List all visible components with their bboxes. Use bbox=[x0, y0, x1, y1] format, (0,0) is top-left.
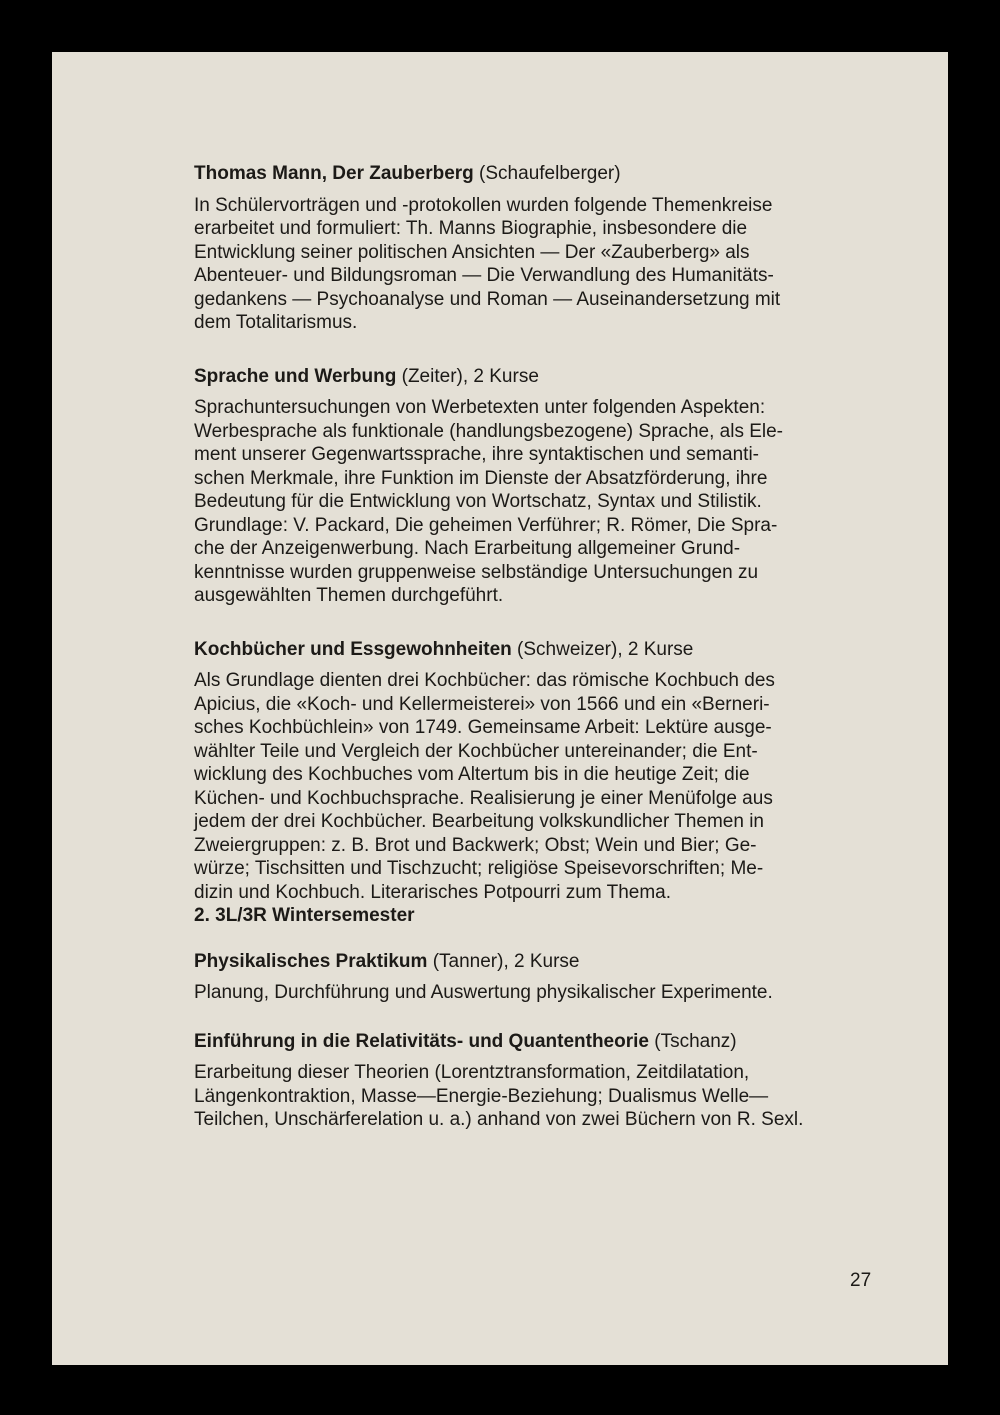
section-physik-praktikum bbox=[194, 950, 872, 1005]
section-heading bbox=[194, 365, 872, 389]
section-body: Sprachuntersuchungen von Werbetexten unter folgenden Aspekten: Werbesprache als funktionale (handlungsbezogene) Sprache, als Ele- ment unserer Gegenwartssprache, ihre syntaktischen und semanti- schen Merkmale, ihre Funktion im Dienste der Absatzförderung, ihre Bedeutung für die Entwicklung von Wortschatz, Syntax und Stilistik. Grundlage: V. Packard, Die geheimen Verführer; R. Römer, Die Spra- che der Anzeigenwerbung. Nach Erarbeitung allgemeiner Grund- kenntnisse wurden gruppenweise selbständige Untersuchungen zu ausgewählten Themen durchgeführt. bbox=[194, 397, 784, 606]
section-meta: (Tanner), 2 Kurse bbox=[427, 950, 580, 972]
section-title: Einführung in die Relativitäts- und Quantentheorie bbox=[194, 1030, 649, 1052]
section-heading bbox=[194, 1030, 872, 1054]
section-title: Sprache und Werbung bbox=[194, 365, 397, 387]
section-body: Planung, Durchführung und Auswertung physikalischer Experimente. bbox=[194, 982, 773, 1003]
section-title: Kochbücher und Essgewohnheiten bbox=[194, 638, 512, 660]
document-page bbox=[52, 52, 948, 1365]
section-title: Thomas Mann, Der Zauberberg bbox=[194, 163, 474, 184]
page-content bbox=[194, 162, 872, 1132]
section-body: Erarbeitung dieser Theorien (Lorentztransformation, Zeitdilatation, Längenkontraktion, Masse—Energie-Beziehung; Dualismus Welle— Teilchen, Unschärferelation u. a.) anhand von zwei Büchern von R. Sexl. bbox=[194, 1062, 804, 1130]
section-meta: (Tschanz) bbox=[648, 1030, 737, 1052]
section-relativitaet bbox=[194, 1030, 872, 1132]
chapter-heading: 2. 3L/3R Wintersemester bbox=[194, 905, 415, 926]
section-heading bbox=[194, 638, 872, 662]
section-kochbuecher bbox=[194, 638, 872, 905]
section-heading bbox=[194, 162, 872, 186]
section-meta: (Schweizer), 2 Kurse bbox=[511, 638, 694, 660]
section-heading bbox=[194, 950, 872, 974]
section-title: Physikalisches Praktikum bbox=[194, 950, 428, 972]
section-sprache-werbung bbox=[194, 365, 872, 608]
section-body: In Schülervorträgen und -protokollen wurden folgende Themenkreise erarbeitet und formuliert: Th. Manns Biographie, insbesondere die Entwicklung seiner politischen Ansichten — Der «Zauberberg» als Abenteuer- und Bildungsroman — Die Verwandlung des Humanitäts- gedankens — Psychoanalyse und Roman — Auseinandersetzung mit dem Totalitarismus. bbox=[194, 194, 781, 333]
section-meta: (Schaufelberger) bbox=[473, 163, 621, 184]
page-number: 27 bbox=[850, 1270, 872, 1291]
section-zauberberg bbox=[194, 162, 872, 335]
section-body: Als Grundlage dienten drei Kochbücher: das römische Kochbuch des Apicius, die «Koch- und Kellermeisterei» von 1566 und ein «Berneri- sches Kochbüchlein» von 1749. Gemeinsame Arbeit: Lektüre ausge- wählter Teile und Vergleich der Kochbücher untereinander; die Ent- wicklung des Kochbuches vom Altertum bis in die heutige Zeit; die Küchen- und Kochbuchsprache. Realisierung je einer Menüfolge aus jedem der drei Kochbücher. Bearbeitung volkskundlicher Themen in Zweiergruppen: z. B. Brot und Backwerk; Obst; Wein und Bier; Ge- würze; Tischsitten und Tischzucht; religiöse Speisevorschriften; Me- dizin und Kochbuch. Literarisches Potpourri zum Thema. bbox=[194, 670, 775, 903]
section-meta: (Zeiter), 2 Kurse bbox=[396, 365, 539, 387]
